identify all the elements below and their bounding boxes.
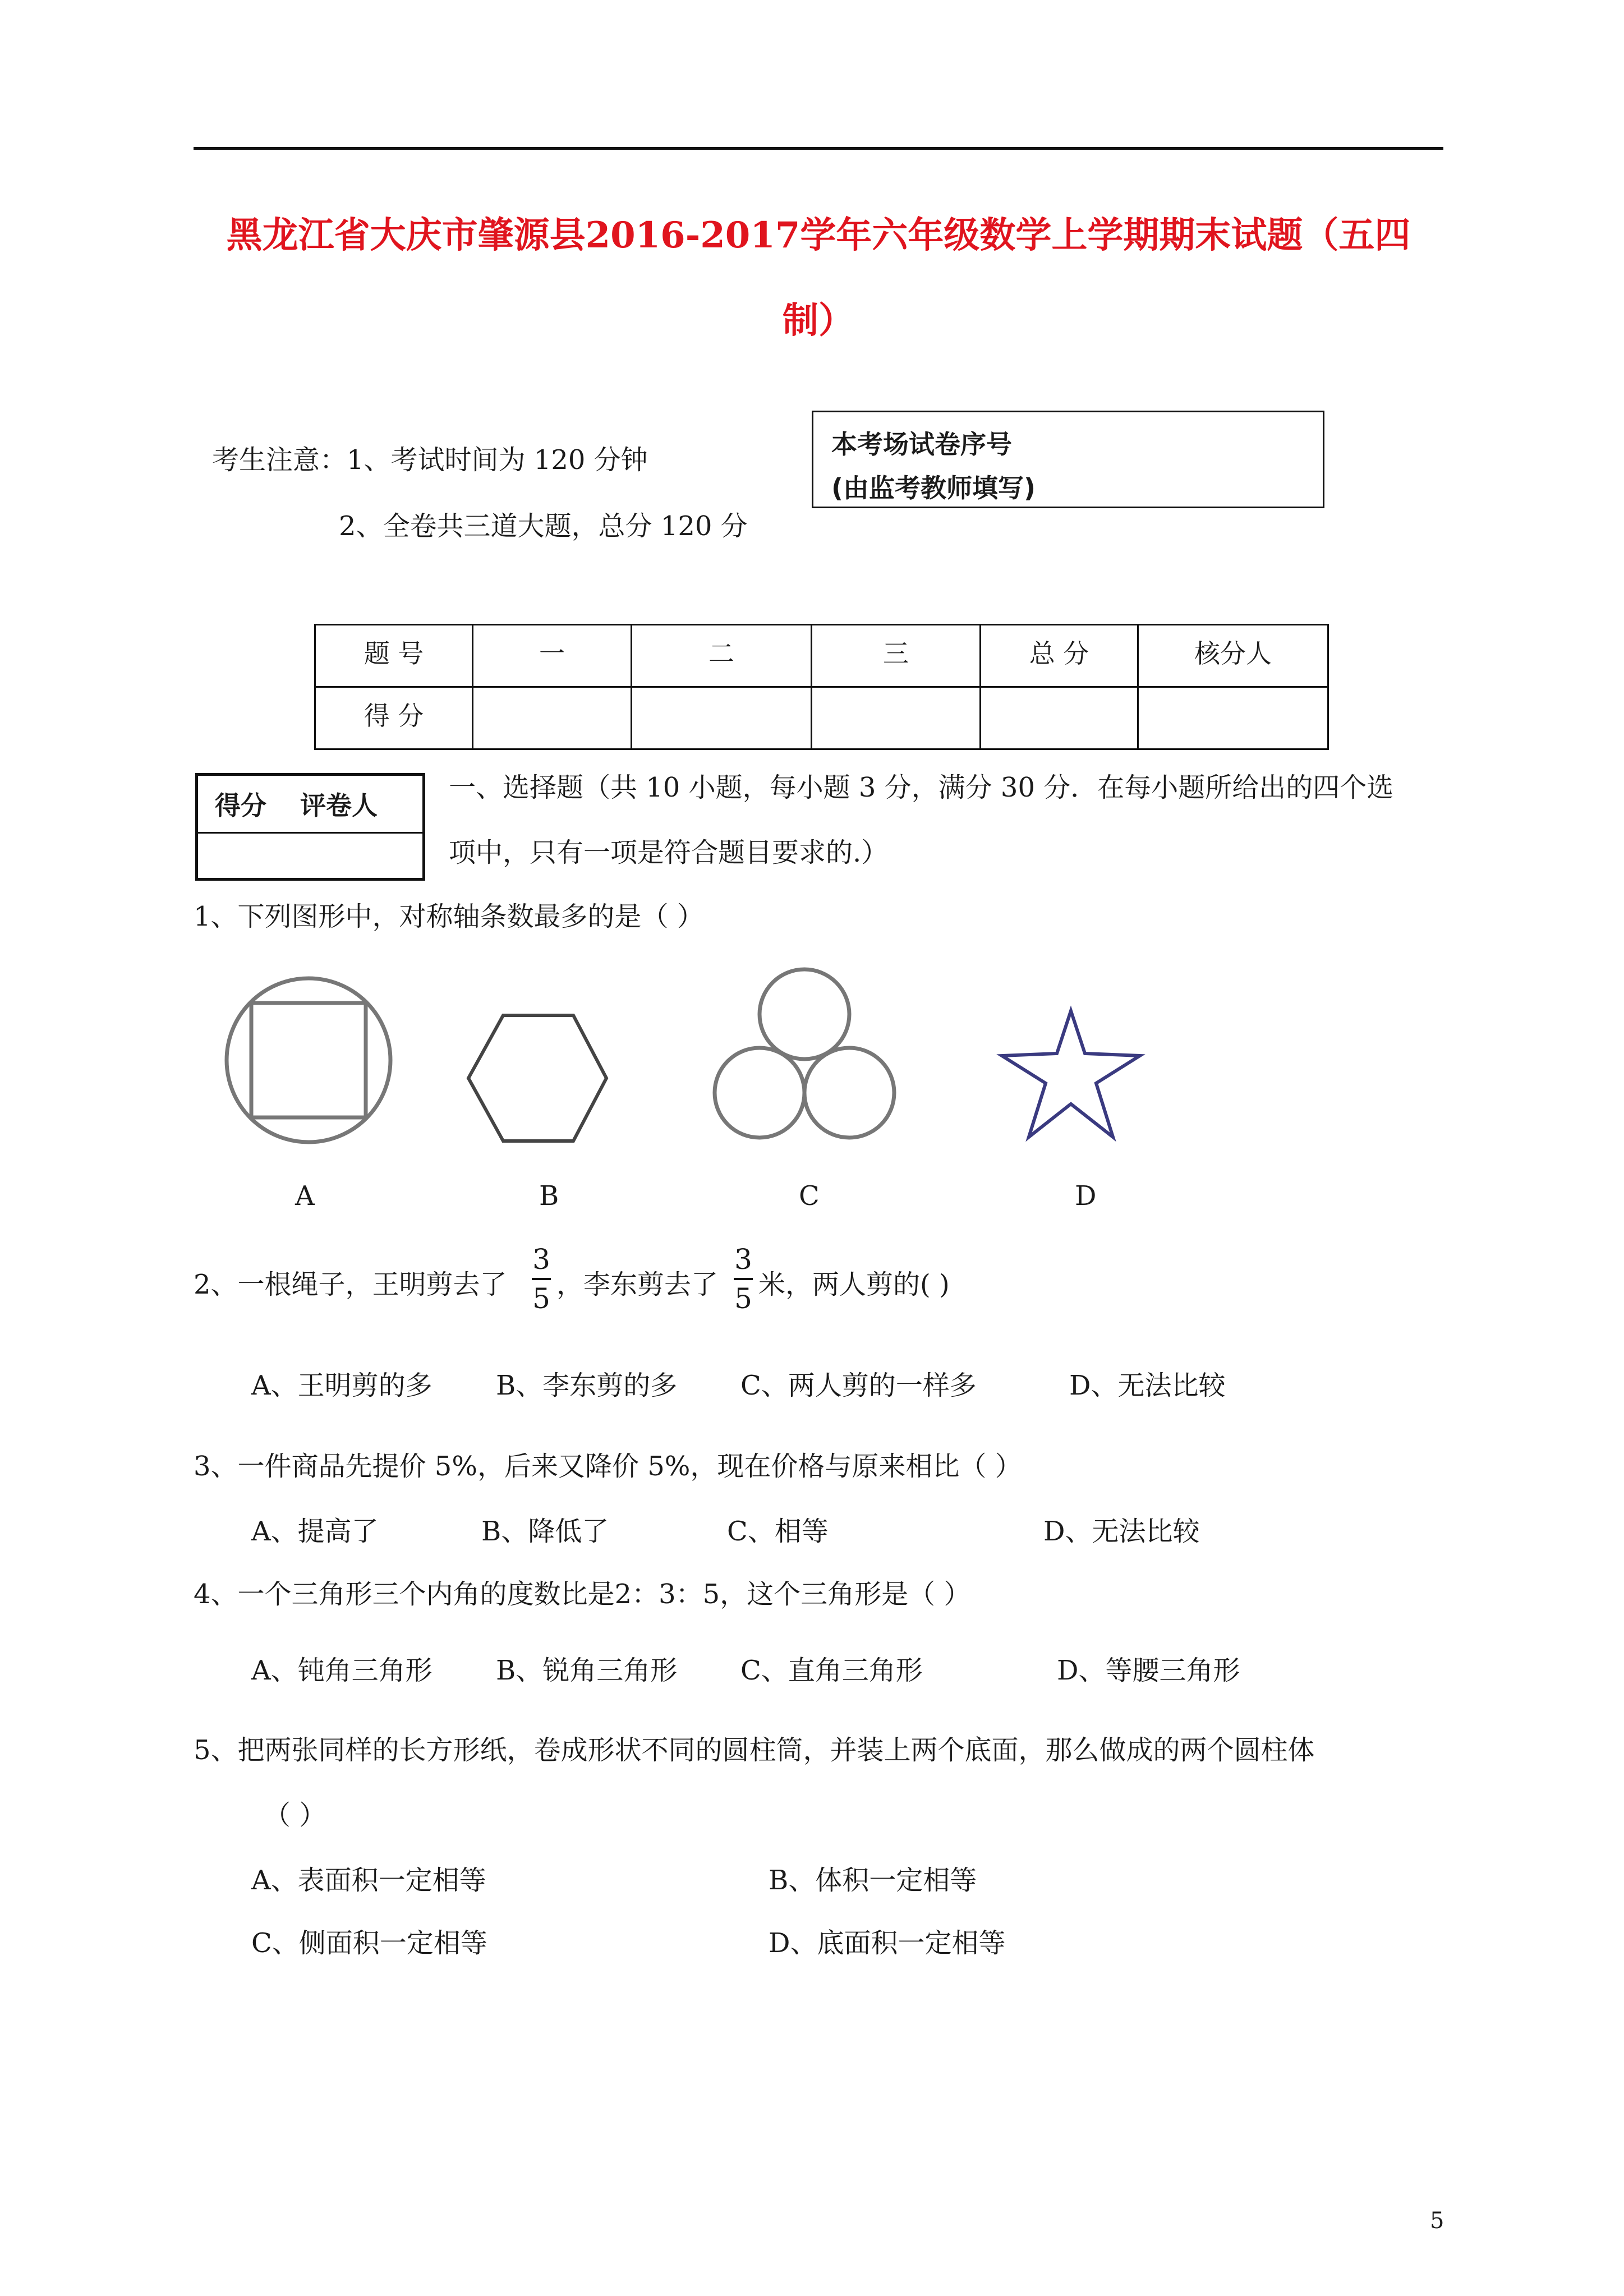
figure-label-a: A	[295, 1180, 315, 1212]
hexagon-icon	[468, 1015, 606, 1141]
score-table-header-cell: 三	[812, 625, 981, 687]
question-3-stem: 3、一件商品先提价 5%，后来又降价 5%，现在价格与原来相比（ ）	[194, 1451, 1022, 1482]
circle-with-square-icon	[227, 978, 390, 1142]
question-4-option-d: D、等腰三角形	[1057, 1655, 1240, 1686]
top-rule	[194, 147, 1443, 150]
question-2-option-b: B、李东剪的多	[496, 1370, 678, 1401]
question-5-option-c: C、侧面积一定相等	[251, 1927, 487, 1959]
question-4-stem: 4、一个三角形三个内角的度数比是2：3：5，这个三角形是（ ）	[194, 1579, 971, 1610]
score-row-label: 得 分	[315, 687, 473, 749]
score-table	[314, 624, 1329, 750]
question-3-option-d: D、无法比较	[1043, 1516, 1200, 1547]
page-number: 5	[1430, 2208, 1444, 2234]
grader-box	[195, 773, 425, 881]
question-2-option-a: A、王明剪的多	[251, 1370, 433, 1401]
question-5-stem: 5、把两张同样的长方形纸，卷成形状不同的圆柱筒，并装上两个底面，那么做成的两个圆柱体	[194, 1734, 1315, 1766]
page-title: 黑龙江省大庆市肇源县2016-2017学年六年级数学上学期期末试题（五四	[226, 214, 1411, 256]
section-1-heading-continued: 项中，只有一项是符合题目要求的.）	[449, 837, 889, 868]
question-5-option-a: A、表面积一定相等	[251, 1865, 486, 1896]
notice-line-2: 2、全卷共三道大题，总分 120 分	[339, 510, 748, 542]
question-3-option-a: A、提高了	[251, 1516, 379, 1547]
serial-box-line-2: (由监考教师填写)	[831, 473, 1036, 503]
figure-label-b: B	[539, 1180, 559, 1212]
question-3-option-b: B、降低了	[481, 1516, 609, 1547]
score-table-header-cell: 题 号	[315, 625, 473, 687]
score-table-header-cell: 一	[473, 625, 632, 687]
fraction-three-fifths: 3 5	[532, 1243, 550, 1315]
grader-box-header	[198, 776, 422, 834]
notice-line-1: 考生注意：1、考试时间为 120 分钟	[212, 444, 648, 476]
score-table-header-cell: 核分人	[1138, 625, 1328, 687]
question-4-option-c: C、直角三角形	[740, 1655, 923, 1686]
section-1-heading: 一、选择题（共 10 小题，每小题 3 分，满分 30 分．在每小题所给出的四个选	[449, 772, 1394, 803]
question-2-option-d: D、无法比较	[1069, 1370, 1226, 1401]
score-table-header-cell: 二	[632, 625, 812, 687]
score-cell[interactable]	[1138, 687, 1328, 749]
fraction-three-fifths: 3 5	[734, 1243, 752, 1315]
page-title-continued: 制）	[783, 300, 854, 342]
question-5-answer-paren: （ ）	[264, 1800, 326, 1831]
score-table-score-row	[315, 687, 1328, 749]
score-cell[interactable]	[981, 687, 1138, 749]
serial-number-box[interactable]	[812, 411, 1324, 508]
score-cell[interactable]	[632, 687, 812, 749]
figure-label-c: C	[799, 1180, 820, 1212]
score-table-header-row	[315, 625, 1328, 687]
question-5-option-b: B、体积一定相等	[769, 1865, 977, 1896]
figure-label-d: D	[1075, 1180, 1097, 1212]
score-cell[interactable]	[473, 687, 632, 749]
serial-box-line-1: 本考场试卷序号	[831, 429, 1012, 459]
grader-name-label: 评卷人	[300, 790, 378, 821]
three-circles-icon	[715, 969, 894, 1138]
question-2-option-c: C、两人剪的一样多	[740, 1370, 977, 1401]
question-4-option-b: B、锐角三角形	[496, 1655, 678, 1686]
score-cell[interactable]	[812, 687, 981, 749]
score-table-header-cell: 总 分	[981, 625, 1138, 687]
question-3-option-c: C、相等	[727, 1516, 829, 1547]
grader-score-label: 得分	[215, 790, 266, 821]
question-5-option-d: D、底面积一定相等	[769, 1927, 1006, 1959]
question-4-option-a: A、钝角三角形	[251, 1655, 433, 1686]
question-1-stem: 1、下列图形中，对称轴条数最多的是（ ）	[194, 901, 704, 932]
question-2-stem-part-2: ，李东剪去了	[556, 1269, 719, 1300]
star-icon	[1002, 1011, 1140, 1137]
question-2-stem-part-3: 米，两人剪的( )	[758, 1269, 950, 1300]
question-2-stem-part-1: 2、一根绳子，王明剪去了	[194, 1269, 507, 1300]
question-1-figures	[213, 954, 1335, 1167]
